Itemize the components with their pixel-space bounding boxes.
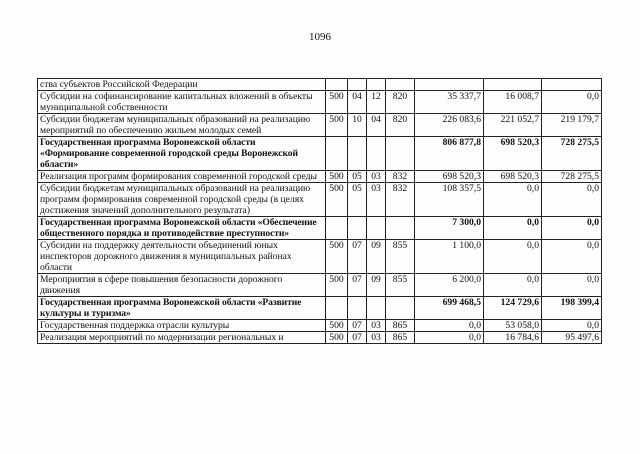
cell-name: Реализация программ формирования современной городской среды [38, 171, 326, 183]
cell-value-2: 0,0 [484, 217, 542, 240]
cell-value-3: 0,0 [542, 320, 602, 332]
cell-value-1: 6 200,0 [415, 274, 484, 297]
cell-value-2: 698 520,3 [484, 171, 542, 183]
table-row [38, 217, 602, 240]
cell-value-1: 806 877,8 [415, 137, 484, 171]
cell-ved: 500 [326, 183, 348, 217]
cell-pr [367, 137, 386, 171]
cell-value-1: 7 300,0 [415, 217, 484, 240]
cell-ved [326, 79, 348, 91]
cell-name: Государственная программа Воронежской области «Развитие культуры и туризма» [38, 297, 326, 320]
cell-vr: 855 [386, 274, 415, 297]
cell-name: Государственная поддержка отрасли культуры [38, 320, 326, 332]
cell-name: ства субъектов Российской Федерации [38, 79, 326, 91]
cell-ved: 500 [326, 274, 348, 297]
cell-value-3: 728 275,5 [542, 171, 602, 183]
cell-value-3 [542, 79, 602, 91]
cell-ved: 500 [326, 91, 348, 114]
table-row [38, 332, 602, 344]
cell-ved [326, 297, 348, 320]
cell-value-2: 698 520,3 [484, 137, 542, 171]
cell-rz: 07 [348, 240, 367, 274]
budget-table [37, 78, 602, 344]
cell-vr [386, 297, 415, 320]
cell-pr: 12 [367, 91, 386, 114]
table-row [38, 171, 602, 183]
cell-name: Субсидии на софинансирование капитальных вложений в объекты муниципальной собственности [38, 91, 326, 114]
cell-value-2 [484, 79, 542, 91]
cell-vr: 832 [386, 171, 415, 183]
cell-pr [367, 217, 386, 240]
cell-rz [348, 297, 367, 320]
cell-vr: 832 [386, 183, 415, 217]
table-row [38, 297, 602, 320]
cell-ved [326, 137, 348, 171]
table-row [38, 240, 602, 274]
cell-value-2: 16 008,7 [484, 91, 542, 114]
table-body [38, 79, 602, 344]
cell-rz [348, 79, 367, 91]
table-row [38, 79, 602, 91]
cell-ved: 500 [326, 114, 348, 137]
cell-ved [326, 217, 348, 240]
table-row [38, 114, 602, 137]
cell-name: Мероприятия в сфере повышения безопасности дорожного движения [38, 274, 326, 297]
cell-vr [386, 137, 415, 171]
cell-rz [348, 217, 367, 240]
cell-vr: 820 [386, 114, 415, 137]
cell-value-2: 0,0 [484, 183, 542, 217]
cell-rz: 07 [348, 332, 367, 344]
cell-value-3: 0,0 [542, 91, 602, 114]
cell-ved: 500 [326, 320, 348, 332]
cell-pr: 04 [367, 114, 386, 137]
cell-pr [367, 79, 386, 91]
cell-ved: 500 [326, 332, 348, 344]
cell-value-3: 0,0 [542, 183, 602, 217]
cell-value-2: 16 784,6 [484, 332, 542, 344]
cell-value-3: 219 179,7 [542, 114, 602, 137]
table-row [38, 274, 602, 297]
cell-pr: 03 [367, 171, 386, 183]
cell-vr: 855 [386, 240, 415, 274]
cell-vr: 865 [386, 320, 415, 332]
cell-value-1: 699 468,5 [415, 297, 484, 320]
page-number: 1096 [309, 31, 331, 43]
cell-pr: 03 [367, 320, 386, 332]
cell-value-3: 0,0 [542, 240, 602, 274]
table-row [38, 91, 602, 114]
cell-name: Субсидии бюджетам муниципальных образований на реализацию мероприятий по обеспечению жильем молодых семей [38, 114, 326, 137]
cell-value-2: 53 058,0 [484, 320, 542, 332]
cell-pr: 09 [367, 274, 386, 297]
cell-rz: 05 [348, 171, 367, 183]
cell-rz: 10 [348, 114, 367, 137]
cell-value-3: 0,0 [542, 217, 602, 240]
cell-value-1: 0,0 [415, 320, 484, 332]
cell-value-3: 728 275,5 [542, 137, 602, 171]
cell-value-2: 221 052,7 [484, 114, 542, 137]
cell-value-1 [415, 79, 484, 91]
cell-pr: 03 [367, 332, 386, 344]
cell-value-2: 0,0 [484, 240, 542, 274]
cell-value-1: 226 083,6 [415, 114, 484, 137]
cell-vr: 820 [386, 91, 415, 114]
cell-pr [367, 297, 386, 320]
cell-value-1: 108 357,5 [415, 183, 484, 217]
cell-ved: 500 [326, 171, 348, 183]
cell-value-1: 698 520,3 [415, 171, 484, 183]
cell-name: Субсидии бюджетам муниципальных образований на реализацию программ формирования современной городской среды (в целях достижения значений дополнительного результата) [38, 183, 326, 217]
cell-value-3: 0,0 [542, 274, 602, 297]
table-row [38, 137, 602, 171]
cell-ved: 500 [326, 240, 348, 274]
cell-vr [386, 217, 415, 240]
cell-value-2: 124 729,6 [484, 297, 542, 320]
cell-value-1: 35 337,7 [415, 91, 484, 114]
cell-name: Реализация мероприятий по модернизации региональных и [38, 332, 326, 344]
cell-pr: 09 [367, 240, 386, 274]
cell-rz [348, 137, 367, 171]
cell-value-1: 1 100,0 [415, 240, 484, 274]
cell-rz: 07 [348, 274, 367, 297]
cell-name: Государственная программа Воронежской области «Формирование современной городской среды Воронежской области» [38, 137, 326, 171]
table-row [38, 183, 602, 217]
cell-name: Субсидии на поддержку деятельности объединений юных инспекторов дорожного движения в муниципальных районах области [38, 240, 326, 274]
cell-vr: 865 [386, 332, 415, 344]
cell-vr [386, 79, 415, 91]
cell-rz: 04 [348, 91, 367, 114]
cell-value-1: 0,0 [415, 332, 484, 344]
cell-pr: 03 [367, 183, 386, 217]
cell-value-2: 0,0 [484, 274, 542, 297]
cell-rz: 05 [348, 183, 367, 217]
cell-value-3: 95 497,6 [542, 332, 602, 344]
cell-value-3: 198 399,4 [542, 297, 602, 320]
cell-name: Государственная программа Воронежской области «Обеспечение общественного порядка и противодействие преступности» [38, 217, 326, 240]
table-row [38, 320, 602, 332]
cell-rz: 07 [348, 320, 367, 332]
